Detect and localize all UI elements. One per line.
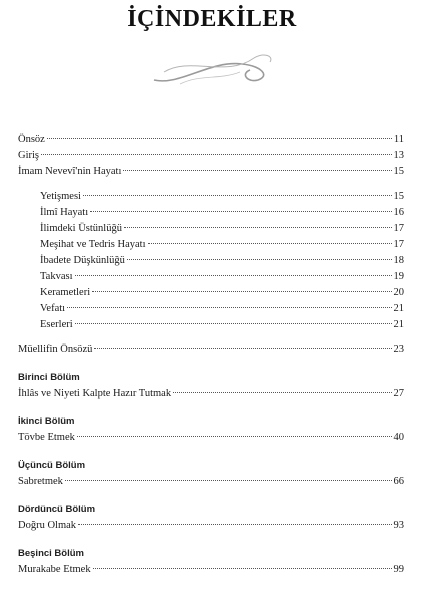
section-heading: Üçüncü Bölüm: [18, 460, 86, 471]
toc-entry-page: 66: [393, 476, 404, 487]
toc-subentry[interactable]: [18, 269, 404, 285]
toc-entry-label: Takvası: [40, 271, 73, 282]
toc-entry-page: 17: [393, 239, 404, 250]
toc-entry-label: Müellifin Önsözü: [18, 344, 93, 355]
toc-entry-label: İlmî Hayatı: [40, 207, 89, 218]
toc-subentry[interactable]: [18, 285, 404, 301]
dot-leader: [47, 137, 392, 139]
toc-entry-label: Murakabe Etmek: [18, 564, 91, 575]
toc-subentry[interactable]: [18, 253, 404, 269]
toc-entry-label: Tövbe Etmek: [18, 432, 75, 443]
toc-entry-page: 99: [393, 564, 404, 575]
dot-leader: [41, 153, 392, 155]
dot-leader: [127, 258, 392, 260]
toc-entry-label: İbadete Düşkünlüğü: [40, 255, 125, 266]
dot-leader: [173, 391, 391, 393]
toc-entry-page: 11: [393, 134, 404, 145]
dot-leader: [83, 194, 392, 196]
dot-leader: [65, 479, 392, 481]
toc-entry-page: 15: [393, 166, 404, 177]
toc-entry-label: İlimdeki Üstünlüğü: [40, 223, 122, 234]
toc-subentry[interactable]: [18, 221, 404, 237]
section-heading: Birinci Bölüm: [18, 372, 80, 383]
toc-entry-label: Yetişmesi: [40, 191, 81, 202]
toc-subentry[interactable]: [18, 189, 404, 205]
toc-entry-muellif[interactable]: [18, 342, 404, 358]
toc-subentry[interactable]: [18, 317, 404, 333]
toc-entry-onsoz[interactable]: [18, 132, 404, 148]
dot-leader: [148, 242, 392, 244]
toc-entry-label: İmam Nevevî'nin Hayatı: [18, 166, 122, 177]
section-heading: Beşinci Bölüm: [18, 548, 84, 559]
toc-entry-label: Sabretmek: [18, 476, 63, 487]
toc-entry-hayati[interactable]: [18, 164, 404, 180]
dot-leader: [94, 347, 391, 349]
dot-leader: [93, 567, 392, 569]
toc-entry-page: 23: [393, 344, 404, 355]
toc-entry-section[interactable]: [18, 518, 404, 534]
dot-leader: [67, 306, 391, 308]
section-heading: Dördüncü Bölüm: [18, 504, 96, 515]
section-heading: İkinci Bölüm: [18, 416, 75, 427]
flourish-ornament-icon: [150, 50, 278, 92]
toc-entry-label: Doğru Olmak: [18, 520, 77, 531]
toc-entry-section[interactable]: [18, 562, 404, 578]
toc-entry-label: İhlâs ve Niyeti Kalpte Hazır Tutmak: [18, 388, 172, 399]
toc-entry-page: 16: [393, 207, 404, 218]
toc-entry-page: 21: [393, 303, 404, 314]
dot-leader: [75, 274, 392, 276]
dot-leader: [90, 210, 391, 212]
toc-subentry[interactable]: [18, 205, 404, 221]
dot-leader: [77, 435, 392, 437]
toc-entry-giris[interactable]: [18, 148, 404, 164]
toc-entry-section[interactable]: [18, 474, 404, 490]
toc-entry-label: Önsöz: [18, 134, 45, 145]
toc-entry-page: 13: [393, 150, 404, 161]
toc-entry-section[interactable]: [18, 430, 404, 446]
toc-entry-label: Kerametleri: [40, 287, 91, 298]
toc-subentry[interactable]: [18, 301, 404, 317]
page-title: İÇİNDEKİLER: [127, 6, 297, 32]
toc-entry-page: 20: [393, 287, 404, 298]
toc-entry-page: 40: [393, 432, 404, 443]
toc-subentry[interactable]: [18, 237, 404, 253]
toc-entry-page: 17: [393, 223, 404, 234]
dot-leader: [75, 322, 392, 324]
toc-entry-section[interactable]: [18, 386, 404, 402]
toc-entry-page: 19: [393, 271, 404, 282]
toc-entry-page: 93: [393, 520, 404, 531]
dot-leader: [123, 169, 391, 171]
toc-entry-label: Eserleri: [40, 319, 73, 330]
dot-leader: [92, 290, 391, 292]
toc-entry-label: Giriş: [18, 150, 39, 161]
toc-entry-page: 21: [393, 319, 404, 330]
toc-entry-label: Meşihat ve Tedris Hayatı: [40, 239, 146, 250]
dot-leader: [78, 523, 391, 525]
toc-entry-page: 27: [393, 388, 404, 399]
toc-entry-label: Vefatı: [40, 303, 66, 314]
table-of-contents: [18, 132, 404, 578]
toc-entry-page: 18: [393, 255, 404, 266]
dot-leader: [124, 226, 392, 228]
toc-entry-page: 15: [393, 191, 404, 202]
